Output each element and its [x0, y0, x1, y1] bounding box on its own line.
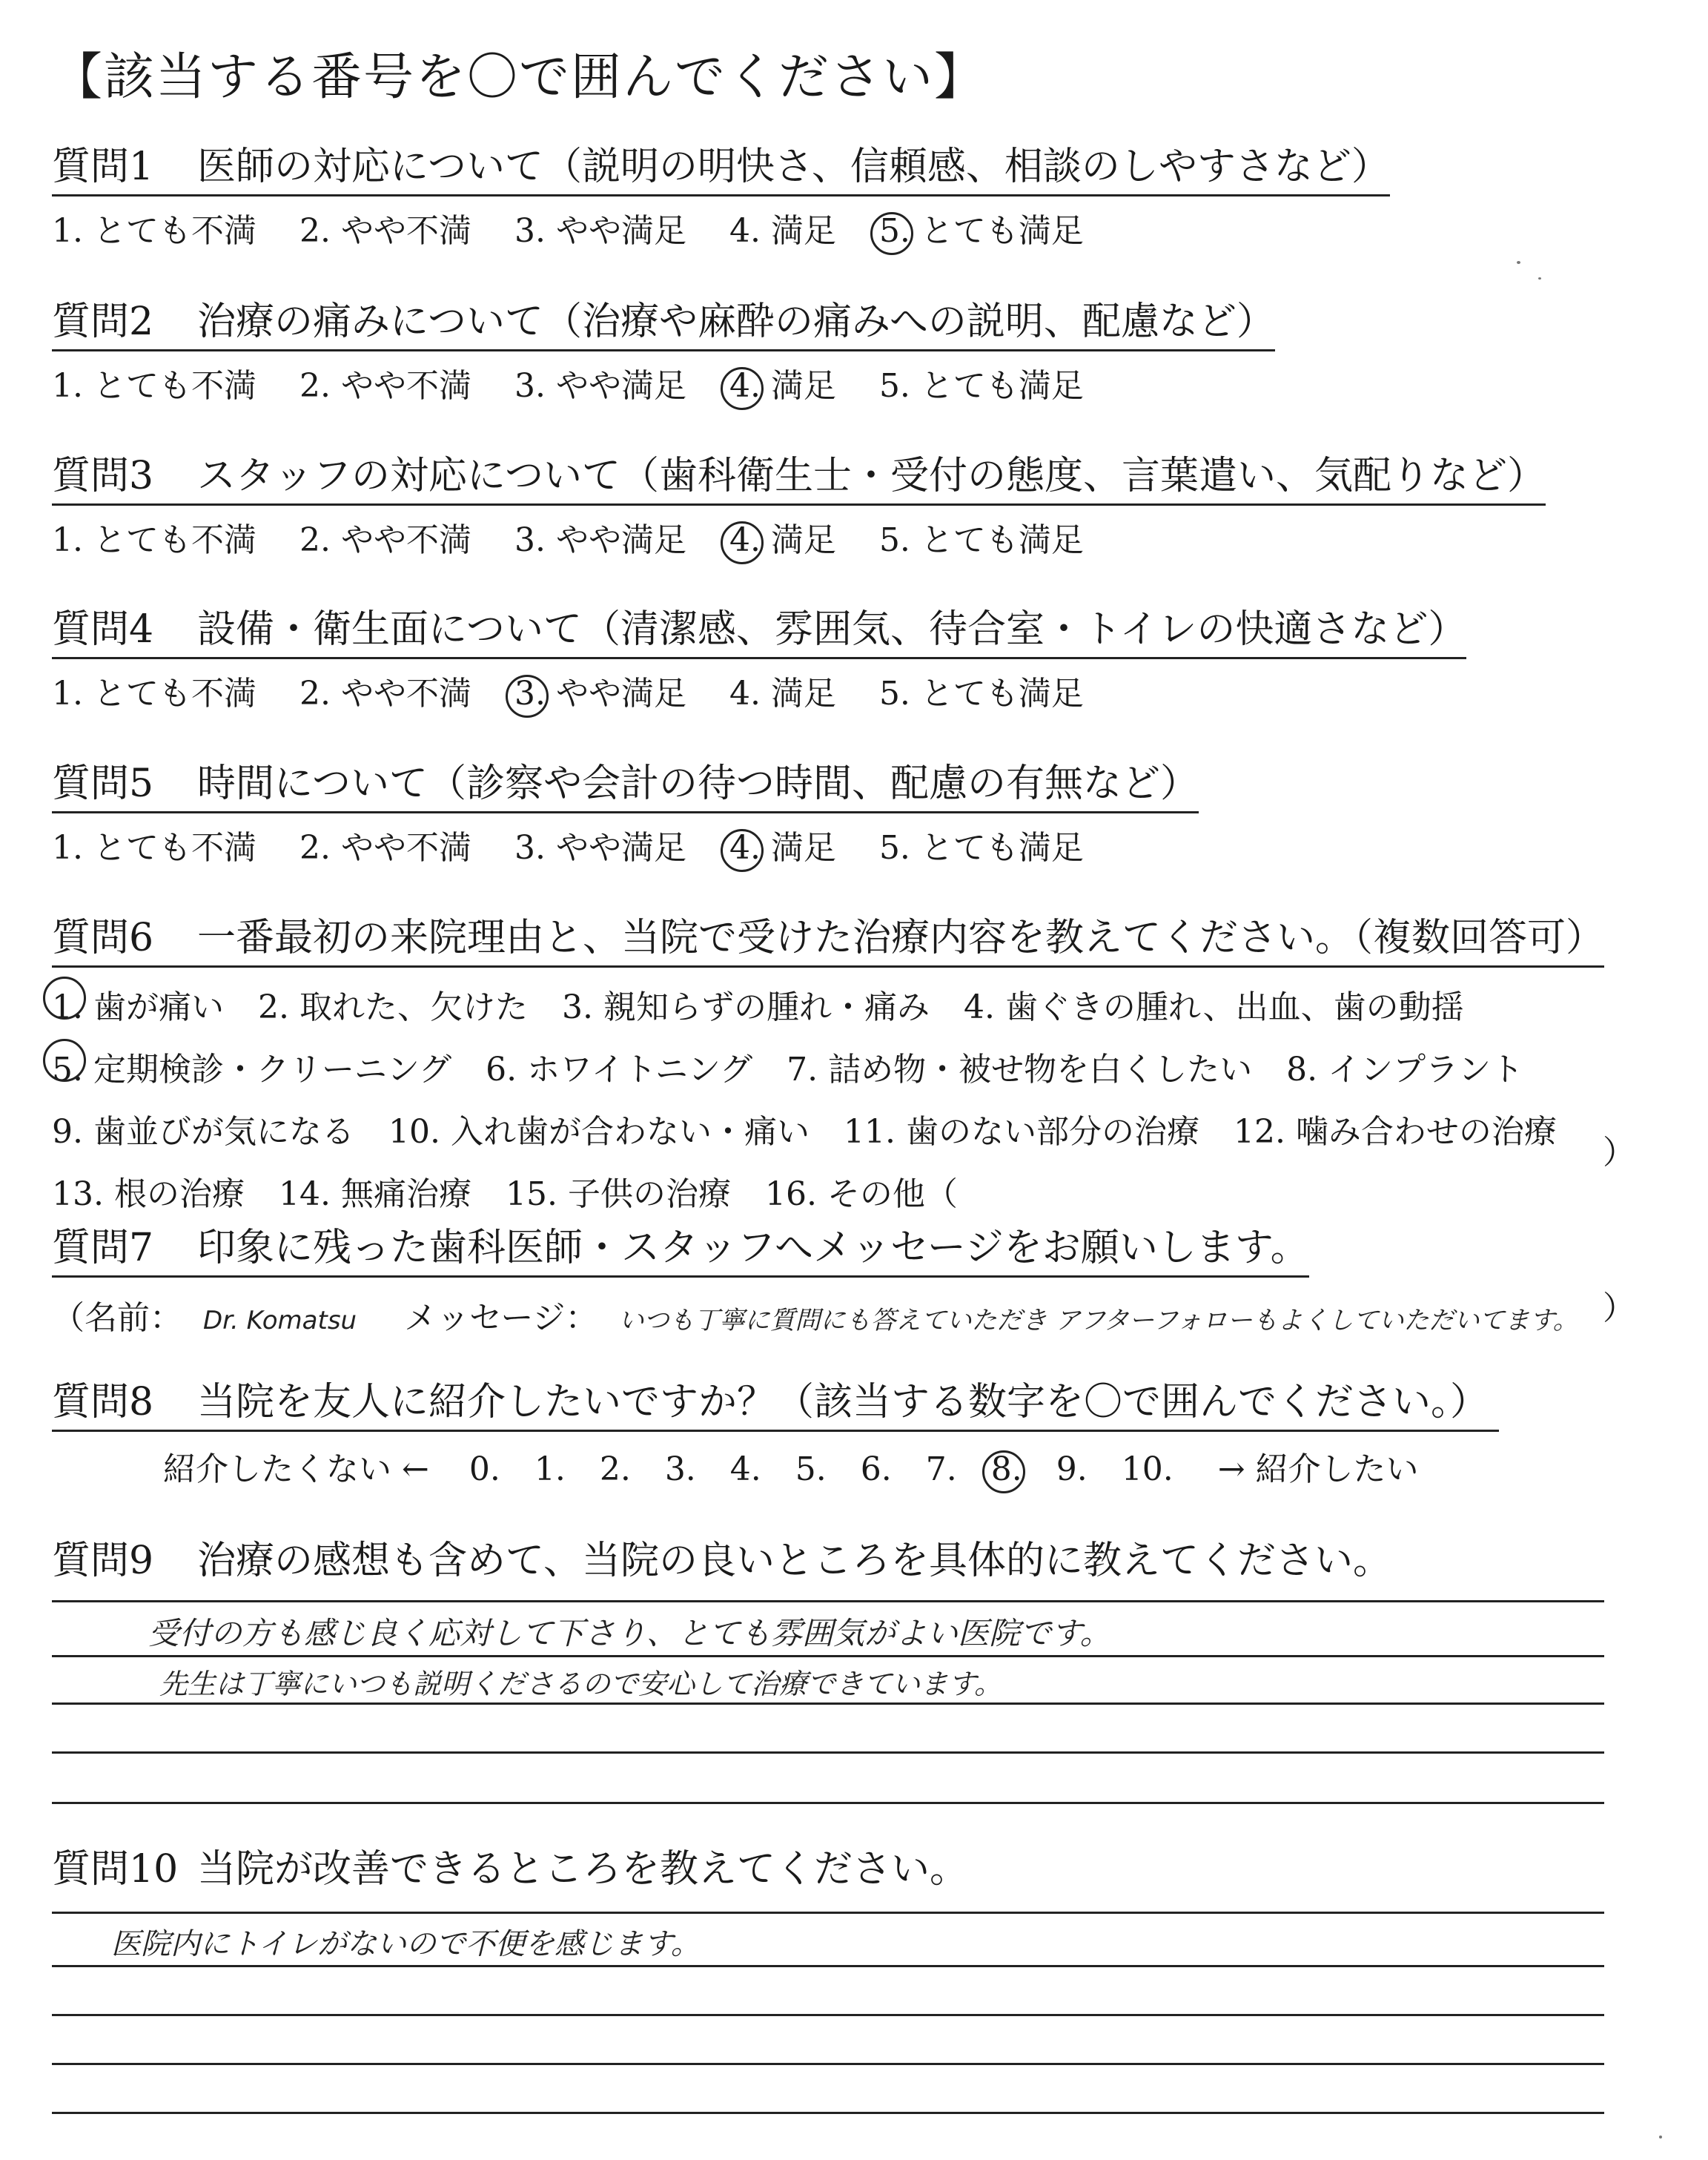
rating-option[interactable]: [299, 821, 471, 868]
option-number: 4.: [729, 828, 761, 867]
option-label: その他（: [827, 1175, 958, 1213]
option-label: 無痛治療: [340, 1175, 471, 1213]
option-number: 1.: [52, 521, 83, 559]
question-number: 質問8: [52, 1380, 154, 1424]
rating-option[interactable]: [879, 513, 1084, 561]
reason-options: [52, 977, 1604, 1226]
option-label: 満足: [770, 521, 836, 559]
reason-option[interactable]: [52, 977, 224, 1039]
option-number: 2.: [299, 828, 331, 867]
option-number: 3.: [514, 211, 546, 250]
scale-value[interactable]: 9.: [1056, 1450, 1088, 1488]
reason-option[interactable]: [562, 977, 930, 1039]
question-text: 時間について（診察や会計の待つ時間、配慮の有無など）: [197, 762, 1199, 806]
rating-options: [52, 359, 1275, 406]
question-text: 当院を友人に紹介したいですか？（該当する数字を〇で囲んでください。）: [197, 1380, 1489, 1424]
question-text: 当院が改善できるところを教えてください。: [197, 1847, 969, 1892]
name-label: （名前：: [52, 1298, 182, 1337]
rating-option[interactable]: [879, 204, 1084, 251]
option-label: 歯ぐきの腫れ、出血、歯の動揺: [1004, 988, 1464, 1026]
scale-value[interactable]: 4.: [729, 1450, 761, 1488]
message-line: [52, 1291, 1578, 1338]
option-number: 1.: [52, 977, 83, 1039]
option-number: 5.: [878, 366, 910, 405]
question-8: [52, 1381, 1499, 1490]
option-number: 8.: [1286, 1050, 1318, 1089]
reason-option[interactable]: [258, 977, 528, 1039]
option-number: 1.: [52, 366, 83, 405]
option-label: インプラント: [1328, 1050, 1524, 1089]
question-text: 印象に残った歯科医師・スタッフへメッセージをお願いします。: [197, 1226, 1309, 1270]
answer-line: [52, 1702, 1604, 1705]
question-3: [52, 455, 1546, 561]
option-number: 11.: [843, 1112, 896, 1151]
question-7-heading: [52, 1226, 1309, 1278]
option-number: 13.: [52, 1175, 104, 1213]
rating-option[interactable]: [299, 204, 471, 251]
rating-option[interactable]: [299, 667, 471, 714]
option-label: とても満足: [920, 521, 1084, 559]
rating-options: [52, 667, 1466, 714]
rating-option[interactable]: [299, 359, 471, 406]
scale-value[interactable]: 2.: [599, 1450, 631, 1488]
option-label: やや不満: [340, 366, 471, 405]
option-number: 5.: [878, 521, 910, 559]
scale-values: [469, 1450, 1208, 1488]
option-label: とても満足: [920, 211, 1084, 250]
option-label: やや不満: [340, 828, 471, 867]
option-number: 4.: [729, 211, 761, 250]
scale-value[interactable]: 5.: [795, 1450, 827, 1488]
question-5: [52, 762, 1199, 868]
other-close-paren: ）: [1603, 1134, 1635, 1172]
rating-option[interactable]: [729, 513, 836, 561]
option-label: とても不満: [93, 674, 256, 713]
option-number: 1.: [52, 674, 83, 713]
reason-option[interactable]: [1286, 1039, 1523, 1101]
rating-option[interactable]: [514, 359, 686, 406]
reason-option[interactable]: [52, 1163, 245, 1226]
question-6: [52, 916, 1604, 1226]
option-label: とても不満: [93, 521, 256, 559]
option-label: 歯が痛い: [93, 988, 224, 1026]
rating-option[interactable]: [52, 359, 256, 406]
reason-option[interactable]: [964, 977, 1464, 1039]
question-1-heading: [52, 145, 1390, 196]
question-2: [52, 300, 1275, 406]
answer-text: 医院内にトイレがないので不便を感じます。: [111, 1927, 701, 1961]
question-number: 質問7: [52, 1226, 154, 1270]
rating-option[interactable]: [879, 667, 1084, 714]
option-label: やや不満: [340, 674, 471, 713]
question-number: 質問1: [52, 145, 154, 189]
option-number: 5.: [52, 1039, 83, 1101]
option-number: 4.: [729, 521, 761, 559]
rating-option[interactable]: [729, 667, 836, 714]
message-close-paren: ）: [1603, 1289, 1635, 1327]
scale-left-label: 紹介したくない ←: [163, 1450, 429, 1488]
reason-option[interactable]: [486, 1039, 752, 1101]
option-label: ホワイトニング: [527, 1050, 753, 1089]
scale-value[interactable]: 3.: [664, 1450, 696, 1488]
answer-text: 先生は丁寧にいつも説明くださるので安心して治療できています。: [159, 1668, 1002, 1700]
option-label: やや満足: [555, 521, 686, 559]
question-text: 医師の対応について（説明の明快さ、信頼感、相談のしやすさなど）: [197, 145, 1390, 189]
question-3-heading: [52, 455, 1546, 506]
answer-line: [52, 1655, 1604, 1657]
option-label: とても満足: [920, 674, 1084, 713]
option-number: 2.: [299, 521, 331, 559]
option-label: 根の治療: [113, 1175, 245, 1213]
option-number: 5.: [878, 674, 910, 713]
option-number: 2.: [299, 211, 331, 250]
option-label: やや満足: [555, 674, 686, 713]
option-label: 詰め物・被せ物を白くしたい: [828, 1050, 1253, 1089]
option-number: 4.: [963, 988, 995, 1026]
rating-options: [52, 204, 1390, 251]
question-10: [52, 1848, 968, 1897]
option-label: とても不満: [93, 828, 256, 867]
answer-line: [52, 2063, 1604, 2065]
reason-option[interactable]: [52, 1039, 451, 1101]
rating-option[interactable]: [514, 667, 686, 714]
option-label: 子供の治療: [567, 1175, 731, 1213]
scan-speck: [1538, 277, 1541, 280]
question-number: 質問5: [52, 762, 154, 806]
message-label: メッセージ：: [404, 1298, 598, 1337]
option-label: 満足: [770, 366, 836, 405]
option-number: 5.: [878, 828, 910, 867]
rating-option[interactable]: [729, 821, 836, 868]
option-label: やや不満: [340, 211, 471, 250]
option-number: 3.: [514, 521, 546, 559]
reason-option[interactable]: [844, 1101, 1199, 1163]
option-number: 2.: [257, 988, 289, 1026]
scan-speck: [1659, 2136, 1662, 2138]
scale-value[interactable]: 10.: [1121, 1450, 1174, 1488]
question-number: 質問9: [52, 1539, 154, 1583]
referral-scale: [52, 1442, 1499, 1490]
option-label: やや満足: [555, 366, 686, 405]
option-number: 10.: [388, 1112, 440, 1151]
rating-option[interactable]: [52, 821, 256, 868]
option-number: 3.: [514, 366, 546, 405]
rating-option[interactable]: [514, 821, 686, 868]
option-label: 満足: [770, 211, 836, 250]
reason-option[interactable]: [506, 1163, 731, 1226]
scan-speck: [1517, 261, 1520, 264]
reason-row: [52, 1101, 1604, 1163]
option-number: 1.: [52, 211, 83, 250]
question-number: 質問10: [52, 1847, 179, 1892]
option-number: 4.: [729, 366, 761, 405]
question-6-heading: [52, 916, 1604, 968]
option-number: 7.: [787, 1050, 818, 1089]
option-label: とても満足: [920, 828, 1084, 867]
option-label: 歯並びが気になる: [93, 1112, 354, 1151]
option-number: 2.: [299, 366, 331, 405]
option-label: 親知らずの腫れ・痛み: [603, 988, 930, 1026]
question-8-heading: [52, 1381, 1499, 1432]
option-number: 5.: [878, 211, 910, 250]
scale-right-label: → 紹介したい: [1217, 1450, 1419, 1488]
answer-line: [52, 1802, 1604, 1804]
page-title: 【該当する番号を〇で囲んでください】: [52, 48, 987, 107]
scale-value[interactable]: 0.: [469, 1450, 500, 1488]
rating-option[interactable]: [514, 513, 686, 561]
option-label: やや満足: [555, 211, 686, 250]
option-number: 9.: [52, 1112, 83, 1151]
question-text: 治療の痛みについて（治療や麻酔の痛みへの説明、配慮など）: [197, 300, 1275, 344]
reason-row: [52, 1163, 1604, 1226]
question-4-heading: [52, 608, 1466, 659]
reason-option[interactable]: [787, 1039, 1252, 1101]
option-number: 12.: [1233, 1112, 1285, 1151]
answer-line: [52, 1751, 1604, 1754]
rating-option[interactable]: [52, 667, 256, 714]
rating-option[interactable]: [514, 204, 686, 251]
rating-option[interactable]: [299, 513, 471, 561]
option-number: 15.: [505, 1175, 557, 1213]
name-value: Dr. Komatsu: [203, 1305, 357, 1335]
question-5-heading: [52, 762, 1199, 813]
rating-option[interactable]: [879, 359, 1084, 406]
option-label: とても不満: [93, 211, 256, 250]
option-label: やや不満: [340, 521, 471, 559]
rating-option[interactable]: [52, 204, 256, 251]
answer-text: 受付の方も感じ良く応対して下さり、とても雰囲気がよい医院です。: [148, 1615, 1111, 1651]
question-7: [52, 1226, 1578, 1338]
option-number: 14.: [278, 1175, 331, 1213]
question-9: [52, 1539, 1391, 1588]
option-label: やや満足: [555, 828, 686, 867]
option-number: 16.: [764, 1175, 817, 1213]
rating-option[interactable]: [879, 821, 1084, 868]
reason-option[interactable]: [388, 1101, 810, 1163]
question-text: 一番最初の来院理由と、当院で受けた治療内容を教えてください。（複数回答可）: [197, 916, 1605, 960]
question-10-heading: [52, 1848, 968, 1897]
scale-value[interactable]: 8.: [990, 1450, 1022, 1488]
option-number: 1.: [52, 828, 83, 867]
scale-value[interactable]: 6.: [860, 1450, 892, 1488]
answer-line: [52, 1600, 1604, 1602]
scale-value[interactable]: 1.: [534, 1450, 566, 1488]
question-4: [52, 608, 1466, 714]
scale-value[interactable]: 7.: [925, 1450, 957, 1488]
question-text: 設備・衛生面について（清潔感、雰囲気、待合室・トイレの快適さなど）: [197, 607, 1467, 652]
question-9-heading: [52, 1539, 1391, 1588]
option-number: 3.: [514, 674, 546, 713]
rating-option[interactable]: [52, 513, 256, 561]
reason-option[interactable]: [765, 1163, 958, 1226]
reason-row: [52, 1039, 1604, 1101]
reason-option[interactable]: [52, 1101, 354, 1163]
rating-option[interactable]: [729, 204, 836, 251]
question-1: [52, 145, 1390, 251]
answer-line: [52, 1965, 1604, 1967]
option-number: 4.: [729, 674, 761, 713]
option-label: とても不満: [93, 366, 256, 405]
question-number: 質問2: [52, 300, 154, 344]
option-label: 噛み合わせの治療: [1295, 1112, 1557, 1151]
reason-option[interactable]: [279, 1163, 471, 1226]
question-text: 治療の感想も含めて、当院の良いところを具体的に教えてください。: [197, 1539, 1391, 1583]
option-label: 満足: [770, 674, 836, 713]
question-text: スタッフの対応について（歯科衛生士・受付の態度、言葉遣い、気配りなど）: [197, 454, 1546, 498]
question-number: 質問6: [52, 916, 154, 960]
option-label: 満足: [770, 828, 836, 867]
option-number: 3.: [561, 988, 593, 1026]
option-number: 2.: [299, 674, 331, 713]
option-label: 取れた、欠けた: [299, 988, 528, 1026]
option-label: 入れ歯が合わない・痛い: [450, 1112, 810, 1151]
question-number: 質問4: [52, 607, 154, 652]
rating-options: [52, 821, 1199, 868]
option-label: 定期検診・クリーニング: [93, 1050, 452, 1089]
message-value: いつも丁寧に質問にも答えていただき アフターフォローもよくしていただいてます。: [618, 1305, 1578, 1335]
answer-line: [52, 2112, 1604, 2114]
rating-options: [52, 513, 1546, 561]
option-number: 6.: [486, 1050, 517, 1089]
rating-option[interactable]: [729, 359, 836, 406]
reason-row: [52, 977, 1604, 1039]
answer-line: [52, 1912, 1604, 1914]
question-2-heading: [52, 300, 1275, 351]
option-label: とても満足: [920, 366, 1084, 405]
question-number: 質問3: [52, 454, 154, 498]
answer-line: [52, 2014, 1604, 2016]
option-number: 3.: [514, 828, 546, 867]
option-label: 歯のない部分の治療: [905, 1112, 1199, 1151]
reason-option[interactable]: [1234, 1101, 1557, 1163]
